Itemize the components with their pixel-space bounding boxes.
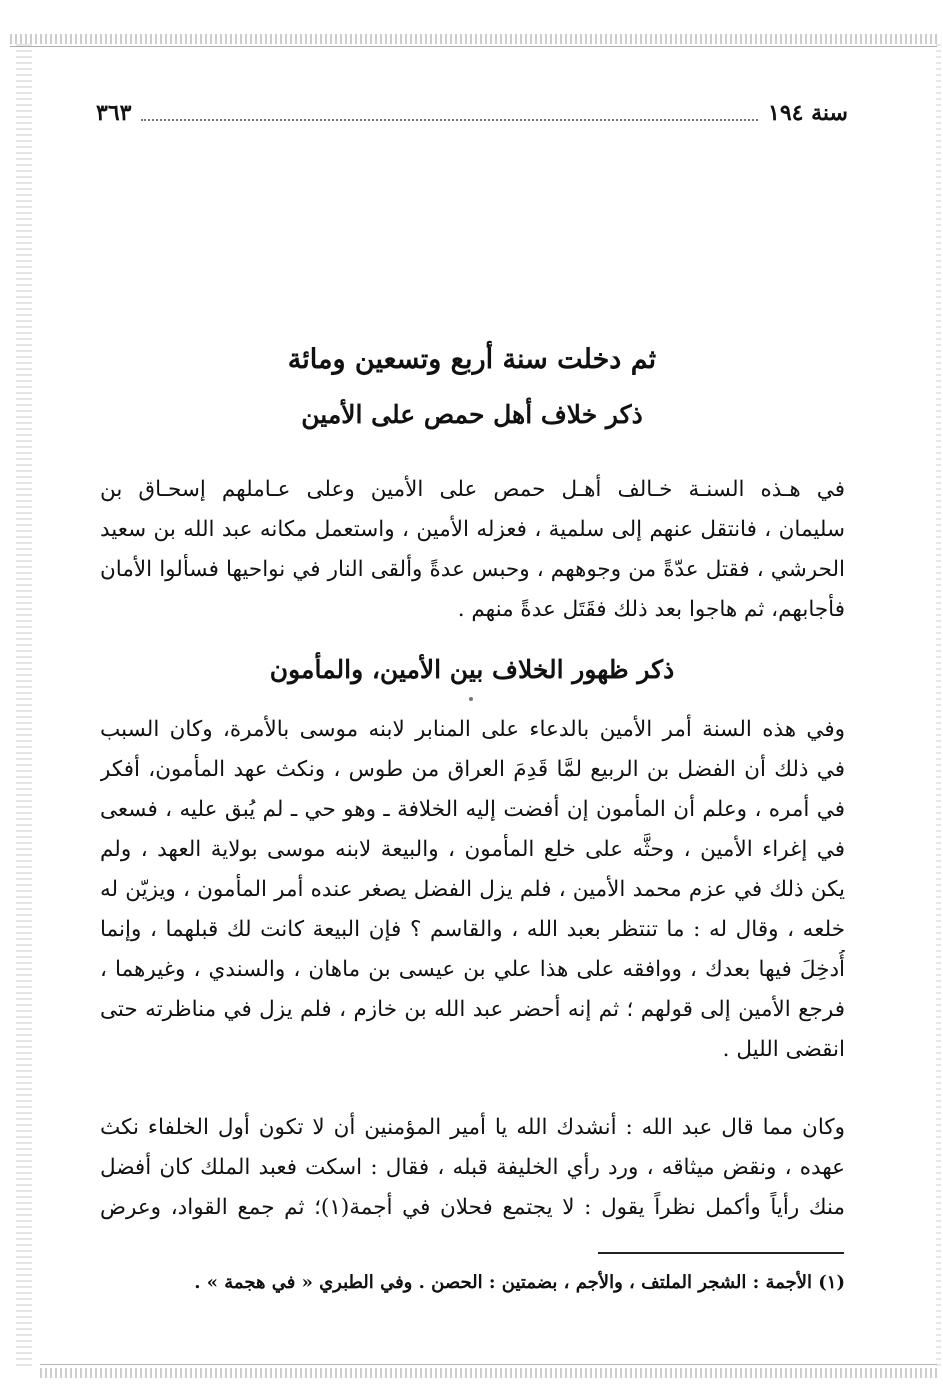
- text-line: يكن ذلك في عزم محمد الأمين ، فلم يزل الفضل يصغر عنده أمر المأمون ، ويزيّن له: [100, 877, 845, 902]
- bottom-border-ornament: [40, 1368, 937, 1378]
- text-line: الحرشي ، فقتل عدّةً من وجوههم ، وحبس عدةً وألقى النار في نواحيها فسألوا الأمان: [100, 557, 845, 582]
- text-line: في هـذه السنـة خـالف أهـل حمص على الأمين وعلى عـاملهم إسحـاق بن: [100, 477, 845, 502]
- text-line: منك رأياً وأكمل نظراً يقول : لا يجتمع فحلان في أجمة(١)؛ ثم جمع القواد، وعرض: [100, 1195, 845, 1220]
- paragraph-dispute: [100, 710, 845, 1070]
- text-line: خلعه ، وقال له : ما تنتظر بعبد الله ، والقاسم ؟ فإن البيعة كانت لك قبلهما ، وإنما: [100, 917, 845, 942]
- running-header: [96, 98, 848, 128]
- footnote: (١) الأجمة : الشجر الملتف ، والأجم ، بضمتين : الحصن . وفي الطبري « في هجمة » .: [194, 1272, 845, 1293]
- section-heading-homs: ذكر خلاف أهل حمص على الأمين: [301, 400, 643, 429]
- dot-mark: [469, 697, 473, 701]
- paragraph-homs-revolt: [100, 470, 845, 630]
- text-line: وفي هذه السنة أمر الأمين بالدعاء على المنابر لابنه موسى بالأمرة، وكان السبب: [100, 717, 845, 742]
- text-line: في ذلك أن الفضل بن الربيع لمَّا قَدِمَ العراق من طوس ، ونكث عهد المأمون، أفكر: [100, 757, 845, 782]
- text-line: فرجع الأمين إلى قولهم ؛ ثم إنه أحضر عبد الله بن خازم ، فلم يزل في مناظرته حتى: [100, 997, 845, 1022]
- text-line: في أمره ، وعلم أن المأمون إن أفضت إليه الخلافة ـ وهو حي ـ لم يُبق عليه ، فسعى: [100, 797, 845, 822]
- text-line: فأجابهم، ثم هاجوا بعد ذلك فقَتَل عدةً منهم .: [457, 597, 845, 622]
- right-border-ornament: [936, 44, 941, 1368]
- top-border-ornament: [10, 34, 937, 44]
- text-line: وكان مما قال عبد الله : أنشدك الله يا أمير المؤمنين أن لا تكون أول الخلفاء نكث: [100, 1115, 845, 1140]
- header-dotted-leader: [141, 113, 758, 121]
- text-line: في إغراء الأمين ، وحثَّه على خلع المأمون ، والبيعة لابنه موسى بولاية العهد ، ولم: [100, 837, 845, 862]
- section-heading-dispute: ذكر ظهور الخلاف بين الأمين، والمأمون: [269, 655, 675, 684]
- text-line: انقضى الليل .: [722, 1037, 845, 1062]
- text-line: سليمان ، فانتقل عنهم إلى سلمية ، فعزله الأمين ، واستعمل مكانه عبد الله بن سعيد: [100, 517, 845, 542]
- paragraph-abdullah-speech: [100, 1108, 845, 1228]
- left-border-ornament: [16, 44, 32, 1368]
- footnote-separator: [598, 1252, 844, 1254]
- running-header-year: سنة ١٩٤: [768, 100, 848, 126]
- page-number: ٣٦٣: [96, 100, 132, 126]
- chapter-heading: ثم دخلت سنة أربع وتسعين ومائة: [287, 344, 657, 375]
- text-line: أُدخِلَ فيها بعدك ، ووافقه على هذا علي بن عيسى بن ماهان ، والسندي ، وغيرهما ،: [100, 957, 845, 982]
- text-line: عهده ، ونقض ميثاقه ، ورد رأي الخليفة قبله ، فقال : اسكت فعبد الملك كان أفضل: [100, 1155, 845, 1180]
